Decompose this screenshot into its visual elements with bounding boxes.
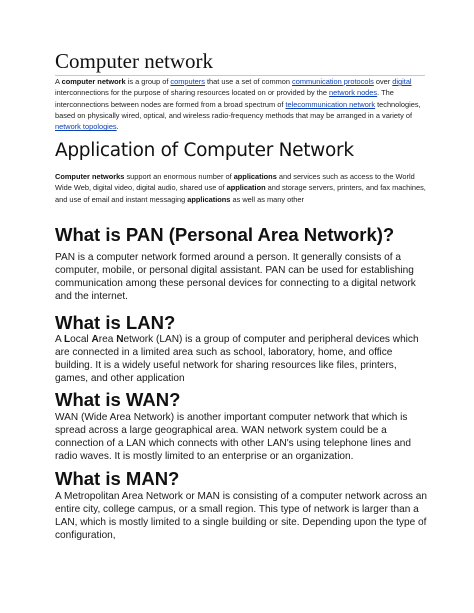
bold-term: L <box>63 334 71 345</box>
inline-link[interactable]: communication protocols <box>292 77 374 86</box>
wan-paragraph: WAN (Wide Area Network) is another important computer network that which is spread across a large geographical area. WAN network system could be a connection of a LAN which connects with other LAN's using telephone lines and radio waves. It is mostly limited to an enterprise or an organization. <box>55 412 411 463</box>
text-run: A <box>55 334 64 345</box>
application-paragraph <box>55 171 427 205</box>
text-run: . <box>116 122 119 132</box>
text-run: over <box>373 77 393 86</box>
lan-heading: What is LAN? <box>55 312 176 333</box>
man-heading: What is MAN? <box>55 468 180 489</box>
pan-paragraph: PAN is a computer network formed around a person. It generally consists of a computer, mobile, or personal digital assistant. PAN can be used for establishing communication among these personal devices for connecting to a digital network and the internet. <box>55 252 416 303</box>
inline-link[interactable]: network nodes <box>329 88 378 98</box>
text-run: support an enormous number of <box>124 172 234 181</box>
computer-network-title: Computer network <box>55 49 214 73</box>
text-run: interconnections for the purpose of sharing resources located on or provided by the <box>55 88 330 98</box>
text-run: . The interconnections between nodes are formed from a broad spectrum of <box>55 88 394 109</box>
inline-link[interactable]: computers <box>170 77 205 86</box>
bold-term: A <box>91 334 99 345</box>
application-heading: Application of Computer Network <box>55 140 354 161</box>
text-run: rea <box>98 334 117 345</box>
pan-heading: What is PAN (Personal Area Network)? <box>55 224 395 245</box>
inline-link[interactable]: telecommunication network <box>285 99 376 109</box>
text-run: that use a set of common <box>204 77 293 86</box>
text-run: and services such as access to the World Wide Web, digital video, digital audio, shared use of <box>55 172 415 193</box>
text-run: is a group of <box>125 77 171 86</box>
text-run: ocal <box>70 334 92 345</box>
lan-paragraph <box>55 333 427 385</box>
bold-term: applications <box>187 194 231 204</box>
bold-term: application <box>226 183 266 193</box>
man-paragraph: A Metropolitan Area Network or MAN is consisting of a computer network across an entire city, college campus, or a small region. This type of network is larger than a LAN, which is mostly limited to a single building or site. Depending upon the type of configuration, <box>55 491 427 542</box>
text-run: etwork (LAN) is a group of computer and peripheral devices which are connected in a limited area such as school, laboratory, home, and office building. It is a widely useful network for sharing resources like files, printers, games, and other application <box>55 334 419 385</box>
wan-heading: What is WAN? <box>55 389 181 410</box>
text-run: A <box>55 77 62 86</box>
computer-network-intro <box>55 76 427 132</box>
bold-term: computer network <box>61 77 126 86</box>
text-run: technologies, based on physically wired, optical, and wireless radio-frequency methods that may be arranged in a variety of <box>55 99 421 120</box>
bold-term: applications <box>233 172 277 181</box>
inline-link[interactable]: digital <box>392 77 412 86</box>
text-run: and storage servers, printers, and fax machines, and use of email and instant messaging <box>55 183 426 204</box>
inline-link[interactable]: network topologies <box>55 122 117 132</box>
bold-term: N <box>116 334 124 345</box>
bold-term: Computer networks <box>55 172 125 181</box>
text-run: as well as many other <box>230 194 304 204</box>
